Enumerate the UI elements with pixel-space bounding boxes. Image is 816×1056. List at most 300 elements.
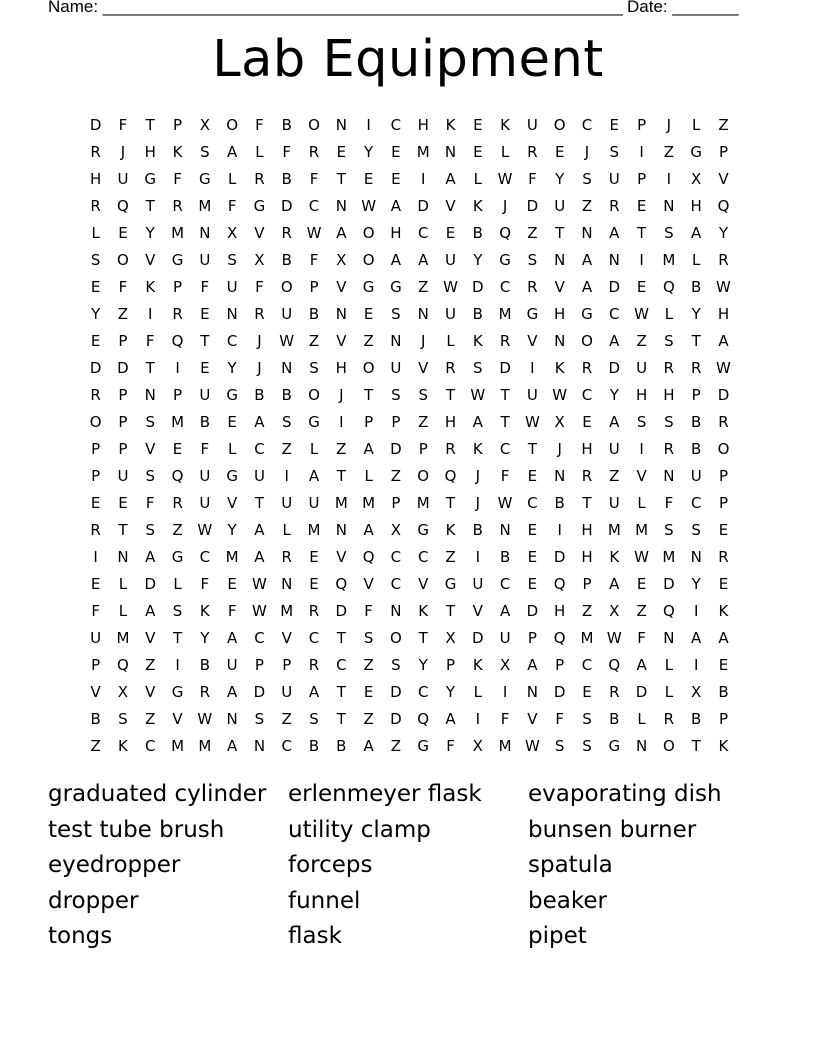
grid-letter[interactable]: P [718, 494, 728, 512]
grid-letter[interactable]: C [581, 656, 593, 674]
grid-letter[interactable]: V [336, 548, 347, 566]
grid-letter[interactable]: E [90, 575, 101, 593]
grid-letter[interactable]: S [664, 332, 674, 350]
grid-letter[interactable]: Q [662, 602, 675, 620]
grid-letter[interactable]: C [417, 683, 429, 701]
grid-letter[interactable]: L [692, 251, 701, 269]
grid-letter[interactable]: M [416, 143, 430, 161]
grid-letter[interactable]: Y [418, 656, 428, 674]
grid-letter[interactable]: E [118, 224, 128, 242]
grid-letter[interactable]: D [89, 359, 102, 377]
grid-letter[interactable]: J [120, 143, 126, 161]
grid-letter[interactable]: Q [417, 710, 430, 728]
grid-letter[interactable]: E [582, 413, 592, 431]
grid-letter[interactable]: C [581, 116, 593, 134]
grid-letter[interactable]: P [173, 386, 183, 404]
grid-letter[interactable]: E [363, 170, 374, 188]
grid-letter[interactable]: W [497, 494, 513, 512]
grid-letter[interactable]: E [227, 413, 237, 431]
grid-letter[interactable]: E [527, 575, 538, 593]
grid-letter[interactable]: J [557, 440, 562, 458]
grid-letter[interactable]: U [308, 494, 320, 512]
grid-letter[interactable]: C [499, 575, 511, 593]
grid-letter[interactable]: W [716, 359, 731, 377]
grid-letter[interactable]: T [691, 737, 701, 755]
grid-letter[interactable]: Z [445, 548, 456, 566]
grid-letter[interactable]: N [335, 197, 347, 215]
grid-letter[interactable]: O [553, 116, 566, 134]
grid-letter[interactable]: A [227, 629, 238, 647]
grid-letter[interactable]: H [144, 143, 156, 161]
grid-letter[interactable]: S [636, 413, 647, 431]
grid-letter[interactable]: P [555, 656, 565, 674]
grid-letter[interactable]: N [253, 737, 266, 755]
grid-letter[interactable]: K [145, 278, 156, 296]
grid-letter[interactable]: S [172, 602, 183, 620]
grid-letter[interactable]: A [609, 413, 620, 431]
grid-letter[interactable]: B [472, 305, 483, 323]
grid-letter[interactable]: X [254, 251, 265, 269]
grid-letter[interactable]: V [145, 629, 156, 647]
grid-letter[interactable]: R [281, 224, 292, 242]
grid-letter[interactable]: N [390, 332, 402, 350]
grid-letter[interactable]: O [362, 224, 375, 242]
grid-letter[interactable]: T [691, 332, 701, 350]
grid-letter[interactable]: F [145, 332, 155, 350]
grid-letter[interactable]: K [418, 602, 429, 620]
grid-letter[interactable]: T [118, 521, 128, 539]
grid-letter[interactable]: C [609, 305, 620, 323]
grid-letter[interactable]: P [637, 116, 647, 134]
grid-letter[interactable]: P [691, 386, 701, 404]
grid-letter[interactable]: P [118, 440, 128, 458]
grid-letter[interactable]: E [200, 305, 210, 323]
grid-letter[interactable]: C [499, 440, 511, 458]
grid-letter[interactable]: B [718, 683, 729, 701]
grid-letter[interactable]: A [527, 656, 538, 674]
grid-letter[interactable]: V [90, 683, 101, 701]
date-line[interactable]: Date: _______ [627, 0, 739, 16]
grid-letter[interactable]: G [608, 737, 621, 755]
grid-letter[interactable]: S [609, 143, 620, 161]
grid-letter[interactable]: O [362, 359, 375, 377]
grid-letter[interactable]: Q [499, 224, 511, 242]
grid-letter[interactable]: S [118, 710, 128, 728]
grid-letter[interactable]: P [309, 278, 319, 296]
grid-letter[interactable]: H [690, 197, 702, 215]
grid-letter[interactable]: A [145, 548, 156, 566]
grid-letter[interactable]: I [693, 656, 699, 674]
grid-letter[interactable]: A [499, 602, 511, 620]
grid-letter[interactable]: S [145, 521, 155, 539]
grid-letter[interactable]: X [336, 251, 347, 269]
grid-letter[interactable]: R [718, 413, 729, 431]
grid-letter[interactable]: D [472, 278, 484, 296]
grid-letter[interactable]: C [308, 197, 320, 215]
grid-letter[interactable]: F [500, 710, 510, 728]
grid-letter[interactable]: I [639, 440, 644, 458]
grid-letter[interactable]: G [171, 683, 184, 701]
grid-letter[interactable]: Z [172, 521, 183, 539]
grid-letter[interactable]: I [639, 143, 644, 161]
grid-letter[interactable]: H [581, 521, 593, 539]
grid-letter[interactable]: U [390, 359, 402, 377]
grid-letter[interactable]: L [692, 116, 701, 134]
grid-letter[interactable]: P [637, 170, 647, 188]
grid-letter[interactable]: M [198, 737, 212, 755]
grid-letter[interactable]: N [117, 548, 129, 566]
grid-letter[interactable]: W [634, 548, 649, 566]
grid-letter[interactable]: V [172, 710, 183, 728]
grid-letter[interactable]: X [609, 602, 620, 620]
grid-letter[interactable]: Z [663, 143, 675, 161]
grid-letter[interactable]: A [609, 575, 620, 593]
grid-letter[interactable]: S [254, 710, 265, 728]
grid-letter[interactable]: D [608, 278, 621, 296]
grid-letter[interactable]: D [526, 602, 539, 620]
grid-letter[interactable]: D [499, 359, 511, 377]
grid-letter[interactable]: S [227, 251, 237, 269]
grid-letter[interactable]: G [444, 575, 457, 593]
grid-letter[interactable]: V [418, 575, 429, 593]
grid-letter[interactable]: N [663, 197, 675, 215]
grid-letter[interactable]: R [663, 710, 675, 728]
grid-letter[interactable]: Z [336, 440, 347, 458]
grid-letter[interactable]: V [445, 197, 456, 215]
grid-letter[interactable]: L [364, 467, 373, 485]
grid-letter[interactable]: D [663, 575, 675, 593]
grid-letter[interactable]: D [89, 116, 102, 134]
grid-letter[interactable]: F [555, 710, 565, 728]
grid-letter[interactable]: M [662, 548, 676, 566]
grid-letter[interactable]: F [364, 602, 373, 620]
grid-letter[interactable]: N [499, 521, 511, 539]
grid-letter[interactable]: G [417, 521, 430, 539]
grid-letter[interactable]: A [390, 251, 402, 269]
grid-letter[interactable]: D [635, 683, 648, 701]
grid-letter[interactable]: A [390, 197, 402, 215]
grid-letter[interactable]: U [199, 251, 211, 269]
grid-letter[interactable]: X [226, 224, 238, 242]
grid-letter[interactable]: K [472, 440, 483, 458]
grid-letter[interactable]: F [227, 197, 237, 215]
grid-letter[interactable]: R [663, 359, 675, 377]
grid-letter[interactable]: B [472, 224, 483, 242]
grid-letter[interactable]: X [390, 521, 402, 539]
grid-letter[interactable]: B [199, 413, 210, 431]
grid-letter[interactable]: F [118, 116, 128, 134]
grid-letter[interactable]: R [581, 467, 593, 485]
grid-letter[interactable]: G [171, 548, 184, 566]
grid-letter[interactable]: C [417, 548, 429, 566]
grid-letter[interactable]: W [524, 737, 540, 755]
grid-letter[interactable]: M [580, 629, 594, 647]
grid-letter[interactable]: N [281, 359, 293, 377]
grid-letter[interactable]: I [175, 359, 180, 377]
grid-letter[interactable]: A [472, 413, 483, 431]
grid-letter[interactable]: Y [555, 170, 565, 188]
grid-letter[interactable]: V [636, 467, 647, 485]
grid-letter[interactable]: T [336, 467, 346, 485]
grid-letter[interactable]: J [257, 332, 262, 350]
grid-letter[interactable]: D [390, 683, 402, 701]
grid-letter[interactable]: B [691, 440, 702, 458]
grid-letter[interactable]: V [145, 683, 156, 701]
grid-letter[interactable]: E [200, 359, 210, 377]
grid-letter[interactable]: R [90, 197, 101, 215]
grid-letter[interactable]: I [530, 359, 535, 377]
grid-letter[interactable]: Z [145, 710, 156, 728]
grid-letter[interactable]: R [281, 548, 292, 566]
grid-letter[interactable]: N [444, 143, 457, 161]
grid-letter[interactable]: M [280, 602, 294, 620]
grid-letter[interactable]: Z [609, 467, 620, 485]
grid-letter[interactable]: B [691, 413, 702, 431]
grid-letter[interactable]: L [118, 575, 128, 593]
grid-letter[interactable]: Z [581, 197, 593, 215]
grid-letter[interactable]: R [199, 683, 211, 701]
grid-letter[interactable]: V [363, 575, 374, 593]
grid-letter[interactable]: A [445, 710, 456, 728]
grid-letter[interactable]: G [308, 413, 320, 431]
grid-letter[interactable]: G [144, 170, 157, 188]
grid-letter[interactable]: U [499, 629, 511, 647]
grid-letter[interactable]: X [199, 116, 210, 134]
grid-letter[interactable]: T [637, 224, 647, 242]
grid-letter[interactable]: R [90, 386, 101, 404]
grid-letter[interactable]: M [198, 197, 212, 215]
grid-letter[interactable]: N [690, 548, 702, 566]
grid-letter[interactable]: L [446, 332, 455, 350]
grid-letter[interactable]: F [255, 278, 264, 296]
grid-letter[interactable]: K [445, 521, 456, 539]
grid-letter[interactable]: G [253, 197, 266, 215]
grid-letter[interactable]: P [118, 332, 128, 350]
grid-letter[interactable]: S [473, 359, 483, 377]
grid-letter[interactable]: V [418, 359, 429, 377]
grid-letter[interactable]: V [227, 494, 238, 512]
grid-letter[interactable]: Y [445, 683, 456, 701]
grid-letter[interactable]: U [281, 683, 293, 701]
grid-letter[interactable]: R [690, 359, 702, 377]
grid-letter[interactable]: O [417, 467, 430, 485]
grid-letter[interactable]: E [473, 116, 483, 134]
grid-letter[interactable]: G [690, 143, 702, 161]
grid-letter[interactable]: M [225, 548, 239, 566]
grid-letter[interactable]: G [499, 251, 511, 269]
grid-letter[interactable]: R [445, 440, 456, 458]
grid-letter[interactable]: W [361, 197, 377, 215]
grid-letter[interactable]: Z [418, 413, 429, 431]
grid-letter[interactable]: H [554, 305, 566, 323]
grid-letter[interactable]: S [418, 386, 428, 404]
grid-letter[interactable]: C [581, 386, 593, 404]
grid-letter[interactable]: B [691, 278, 702, 296]
grid-letter[interactable]: S [582, 737, 592, 755]
grid-letter[interactable]: H [390, 224, 402, 242]
grid-letter[interactable]: V [254, 224, 265, 242]
grid-letter[interactable]: P [391, 494, 401, 512]
grid-letter[interactable]: N [663, 629, 675, 647]
grid-letter[interactable]: E [309, 575, 319, 593]
grid-letter[interactable]: C [527, 494, 538, 512]
grid-letter[interactable]: A [363, 521, 374, 539]
grid-letter[interactable]: H [663, 386, 675, 404]
grid-letter[interactable]: S [664, 413, 674, 431]
grid-letter[interactable]: E [636, 575, 647, 593]
grid-letter[interactable]: P [282, 656, 292, 674]
grid-letter[interactable]: W [716, 278, 731, 296]
grid-letter[interactable]: T [145, 359, 155, 377]
grid-letter[interactable]: Z [390, 737, 402, 755]
grid-letter[interactable]: M [171, 737, 185, 755]
grid-letter[interactable]: H [635, 386, 648, 404]
grid-letter[interactable]: T [336, 629, 346, 647]
grid-letter[interactable]: W [197, 710, 213, 728]
grid-letter[interactable]: L [173, 575, 182, 593]
grid-letter[interactable]: W [252, 602, 267, 620]
grid-letter[interactable]: E [336, 143, 347, 161]
grid-letter[interactable]: Q [335, 575, 348, 593]
grid-letter[interactable]: W [606, 629, 622, 647]
grid-letter[interactable]: D [335, 602, 348, 620]
grid-letter[interactable]: X [472, 737, 483, 755]
grid-letter[interactable]: V [554, 278, 565, 296]
grid-letter[interactable]: F [227, 602, 237, 620]
grid-letter[interactable]: R [663, 440, 675, 458]
grid-letter[interactable]: E [172, 440, 183, 458]
grid-letter[interactable]: N [635, 737, 648, 755]
grid-letter[interactable]: V [281, 629, 292, 647]
grid-letter[interactable]: K [472, 656, 483, 674]
grid-letter[interactable]: V [145, 440, 156, 458]
grid-letter[interactable]: J [475, 494, 481, 512]
grid-letter[interactable]: U [526, 116, 538, 134]
grid-letter[interactable]: A [609, 332, 620, 350]
grid-letter[interactable]: D [717, 386, 730, 404]
grid-letter[interactable]: K [718, 602, 729, 620]
grid-letter[interactable]: D [144, 575, 157, 593]
grid-letter[interactable]: C [336, 656, 347, 674]
grid-letter[interactable]: U [281, 494, 293, 512]
grid-letter[interactable]: E [582, 683, 592, 701]
grid-letter[interactable]: P [364, 413, 374, 431]
grid-letter[interactable]: U [608, 440, 620, 458]
grid-letter[interactable]: D [390, 440, 402, 458]
grid-letter[interactable]: S [309, 710, 319, 728]
grid-letter[interactable]: Q [662, 278, 675, 296]
grid-letter[interactable]: M [116, 629, 130, 647]
grid-letter[interactable]: S [664, 224, 674, 242]
grid-letter[interactable]: A [718, 332, 729, 350]
grid-letter[interactable]: Y [609, 386, 619, 404]
grid-letter[interactable]: T [582, 494, 592, 512]
grid-letter[interactable]: D [280, 197, 293, 215]
grid-letter[interactable]: M [498, 737, 512, 755]
grid-letter[interactable]: B [308, 305, 320, 323]
grid-letter[interactable]: Z [363, 332, 374, 350]
grid-letter[interactable]: N [281, 575, 293, 593]
grid-letter[interactable]: T [200, 332, 210, 350]
grid-letter[interactable]: H [90, 170, 102, 188]
grid-letter[interactable]: P [718, 467, 728, 485]
grid-letter[interactable]: N [526, 683, 539, 701]
grid-letter[interactable]: N [417, 305, 429, 323]
grid-letter[interactable]: T [364, 386, 374, 404]
grid-letter[interactable]: C [254, 629, 265, 647]
grid-letter[interactable]: D [553, 683, 566, 701]
grid-letter[interactable]: R [308, 602, 320, 620]
grid-letter[interactable]: F [118, 278, 128, 296]
grid-letter[interactable]: Q [117, 197, 129, 215]
grid-letter[interactable]: N [608, 251, 620, 269]
grid-letter[interactable]: Z [281, 710, 292, 728]
grid-letter[interactable]: N [226, 305, 238, 323]
grid-letter[interactable]: E [554, 143, 565, 161]
grid-letter[interactable]: B [199, 656, 210, 674]
grid-letter[interactable]: A [718, 629, 729, 647]
grid-letter[interactable]: N [335, 305, 347, 323]
grid-letter[interactable]: L [473, 683, 482, 701]
grid-letter[interactable]: F [637, 629, 646, 647]
grid-letter[interactable]: X [117, 683, 129, 701]
grid-letter[interactable]: K [609, 548, 620, 566]
grid-letter[interactable]: S [582, 170, 592, 188]
grid-letter[interactable]: T [254, 494, 265, 512]
grid-letter[interactable]: Z [117, 305, 129, 323]
grid-letter[interactable]: C [281, 737, 292, 755]
grid-letter[interactable]: O [390, 629, 402, 647]
grid-letter[interactable]: Y [364, 143, 374, 161]
grid-letter[interactable]: A [227, 737, 238, 755]
grid-letter[interactable]: I [339, 413, 344, 431]
grid-letter[interactable]: E [636, 197, 647, 215]
grid-letter[interactable]: O [226, 116, 239, 134]
grid-letter[interactable]: H [717, 305, 730, 323]
grid-letter[interactable]: M [334, 494, 348, 512]
grid-letter[interactable]: W [634, 305, 649, 323]
grid-letter[interactable]: R [609, 197, 620, 215]
grid-letter[interactable]: M [171, 224, 185, 242]
grid-letter[interactable]: C [254, 440, 265, 458]
grid-letter[interactable]: M [416, 494, 430, 512]
grid-letter[interactable]: V [527, 710, 538, 728]
grid-letter[interactable]: Q [362, 548, 375, 566]
grid-letter[interactable]: K [554, 359, 565, 377]
grid-letter[interactable]: Y [691, 575, 701, 593]
grid-letter[interactable]: W [497, 170, 513, 188]
grid-letter[interactable]: I [639, 251, 644, 269]
grid-letter[interactable]: P [718, 143, 728, 161]
grid-letter[interactable]: R [527, 143, 538, 161]
grid-letter[interactable]: D [417, 197, 429, 215]
grid-letter[interactable]: Z [363, 656, 374, 674]
grid-letter[interactable]: B [281, 386, 292, 404]
grid-letter[interactable]: O [362, 251, 375, 269]
grid-letter[interactable]: L [118, 602, 128, 620]
grid-letter[interactable]: B [254, 386, 265, 404]
grid-letter[interactable]: T [527, 440, 537, 458]
grid-letter[interactable]: G [362, 278, 375, 296]
grid-letter[interactable]: U [608, 170, 620, 188]
grid-letter[interactable]: S [391, 656, 401, 674]
grid-letter[interactable]: U [199, 467, 211, 485]
grid-letter[interactable]: F [309, 251, 319, 269]
grid-letter[interactable]: S [664, 521, 674, 539]
grid-letter[interactable]: N [554, 332, 566, 350]
grid-letter[interactable]: L [664, 683, 674, 701]
grid-letter[interactable]: R [581, 359, 593, 377]
